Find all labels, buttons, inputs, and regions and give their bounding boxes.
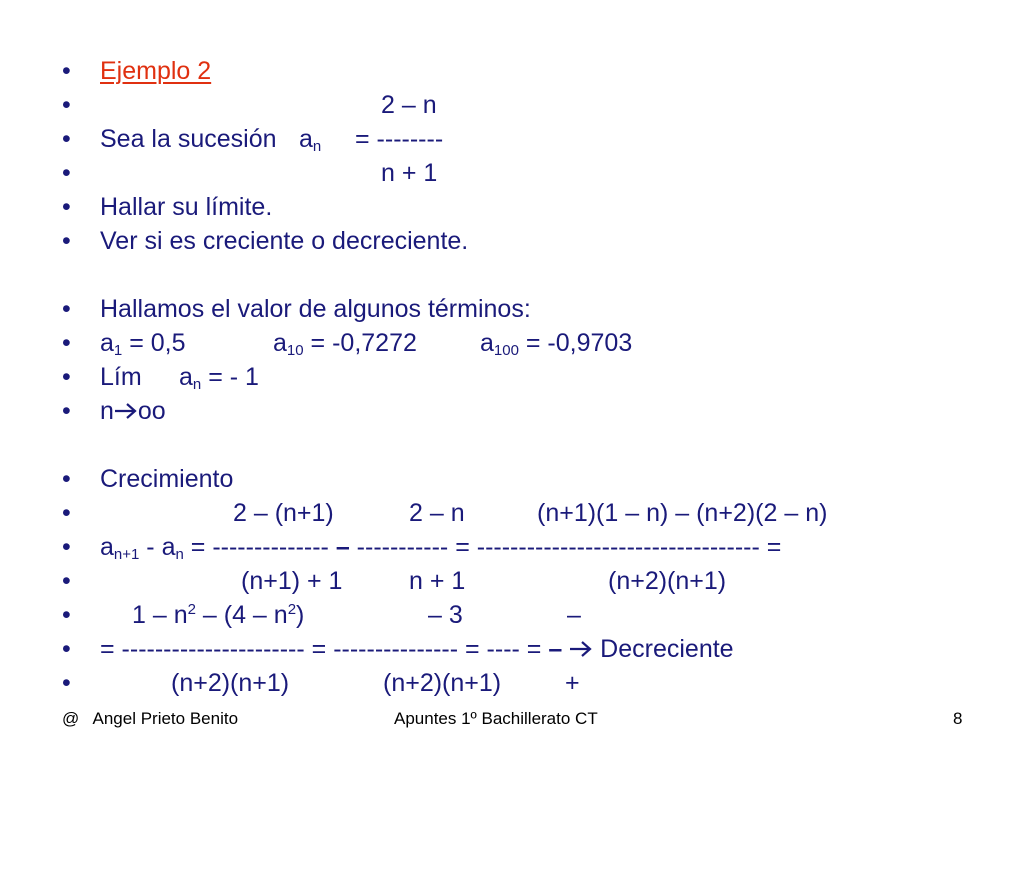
difference-expression: $a_{n+1} - a_n$ = -------------- – ----------- = ---------------------------------- = [100, 533, 782, 563]
task-monotony: Ver si es creciente o decreciente. [100, 227, 469, 255]
bullet: • [62, 669, 71, 697]
fraction-numerator: 2 – n [381, 91, 437, 119]
conclusion: = ---------------------- = --------------- = ---- = – Decreciente [100, 635, 734, 663]
bullet: • [62, 635, 71, 663]
bullet-line-2 [0, 88, 437, 122]
bullet-line-8 [0, 326, 633, 360]
bullet-line-11 [0, 462, 234, 496]
bullet-line-13 [0, 530, 782, 564]
bullet: • [62, 465, 71, 493]
denominator-product-2: (n+2)(n+1) [383, 669, 502, 697]
bullet-line-17 [0, 666, 580, 700]
bullet-line-1 [0, 54, 212, 88]
bullet-line-3 [0, 122, 444, 156]
bullet: • [62, 295, 71, 323]
numerator-2: 2 – n [409, 499, 465, 527]
numerator-result: – 3 [428, 601, 463, 629]
numerator-1: 2 – (n+1) [233, 499, 334, 527]
sequence-term: $a_n$ [299, 125, 322, 155]
denominator-1: (n+1) + 1 [241, 567, 343, 595]
bullet: • [62, 601, 71, 629]
right-arrow-icon [114, 401, 138, 421]
bullet-line-14 [0, 564, 727, 598]
growth-heading: Crecimiento [100, 465, 234, 493]
footer-course: Apuntes 1º Bachillerato CT [394, 709, 598, 728]
bullet: • [62, 91, 71, 119]
bullet-line-12 [0, 496, 828, 530]
footer-page-number: 8 [953, 709, 963, 728]
bullet-line-5 [0, 190, 273, 224]
sequence-statement: Sea la sucesión [100, 125, 277, 153]
fraction-bar: = -------- [355, 125, 444, 153]
term-a10: $a_{10} = -0,7272$ [273, 329, 417, 359]
bullet-line-9 [0, 360, 259, 394]
bullet: • [62, 193, 71, 221]
bullet: • [62, 329, 71, 357]
bullet: • [62, 159, 71, 187]
bullet-line-7 [0, 292, 531, 326]
term-a100: $a_{100} = -0,9703$ [480, 329, 633, 359]
bullet: • [62, 567, 71, 595]
right-arrow-icon [569, 639, 593, 659]
term-a1: $a_1 = 0,5$ [100, 329, 186, 359]
denominator-2: n + 1 [409, 567, 466, 595]
bullet-line-4 [0, 156, 438, 190]
bullet: • [62, 499, 71, 527]
bullet: • [62, 363, 71, 391]
bullet-line-15 [0, 598, 581, 632]
bullet: • [62, 125, 71, 153]
bullet: • [62, 57, 71, 85]
limit-expression: $a_n$ = - 1 [179, 363, 259, 393]
sign-numerator: – [567, 601, 581, 629]
slide-title: Ejemplo 2 [100, 57, 212, 85]
limit-label: Lím [100, 363, 142, 391]
footer-author: @ Angel Prieto Benito [62, 709, 239, 728]
bullet-line-16 [0, 632, 734, 666]
simplified-numerator: $1 - n^2 - (4 - n^2)$ [132, 601, 305, 629]
limit-condition: n oo [100, 397, 166, 425]
sign-denominator: + [565, 669, 580, 697]
denominator-product-1: (n+2)(n+1) [171, 669, 290, 697]
fraction-denominator: n + 1 [381, 159, 438, 187]
task-limit: Hallar su límite. [100, 193, 273, 221]
terms-intro: Hallamos el valor de algunos términos: [100, 295, 531, 323]
denominator-3: (n+2)(n+1) [608, 567, 727, 595]
bullet-line-6 [0, 224, 469, 258]
bullet: • [62, 227, 71, 255]
numerator-3: (n+1)(1 – n) – (n+2)(2 – n) [537, 499, 828, 527]
bullet: • [62, 397, 71, 425]
bullet-line-10 [0, 394, 166, 428]
bullet: • [62, 533, 71, 561]
